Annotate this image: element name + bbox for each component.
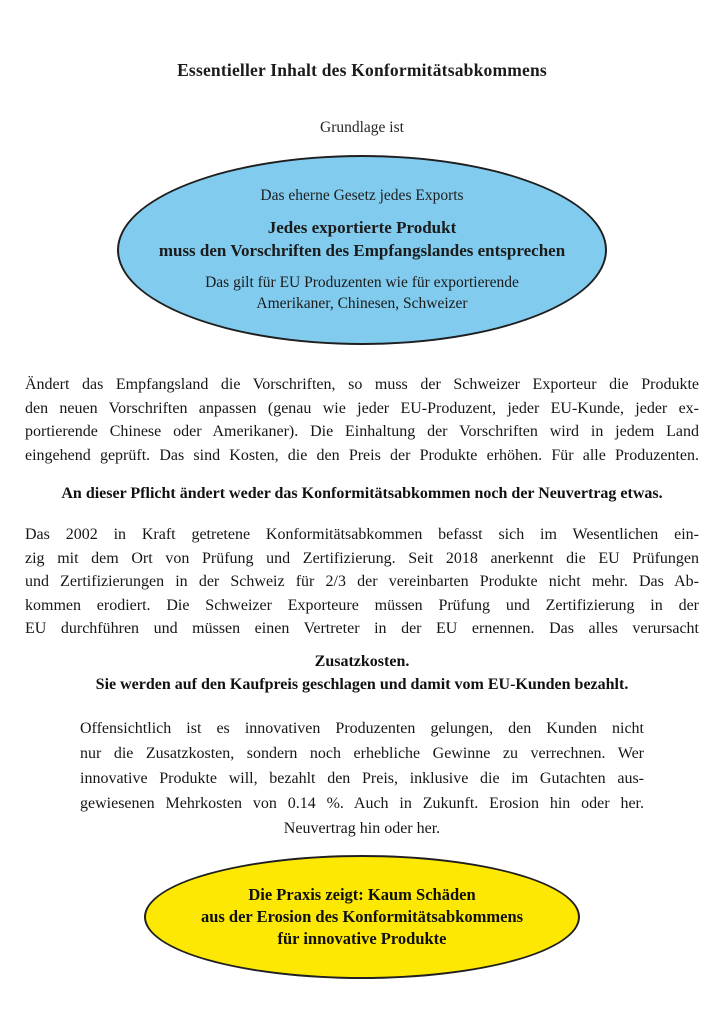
text-line: gewiesenen Mehrkosten von 0.14 %. Auch in Zukunft. Erosion hin oder her. bbox=[80, 794, 644, 812]
page-title: Essentieller Inhalt des Konformitätsabkommens bbox=[177, 60, 547, 80]
text-line: Offensichtlich ist es innovativen Produzenten gelungen, den Kunden nicht bbox=[80, 719, 644, 737]
intro-line: Grundlage ist bbox=[320, 119, 404, 136]
blue-ellipse-top-line: Das eherne Gesetz jedes Exports bbox=[260, 187, 464, 204]
text-line: Das 2002 in Kraft getretene Konformitätsabkommen befasst sich im Wesentlichen ein- bbox=[25, 526, 699, 543]
blue-principle-ellipse bbox=[117, 155, 607, 345]
blue-ellipse-bold-line-1: Jedes exportierte Produkt bbox=[267, 218, 457, 237]
text-line: und Zertifizierungen in der Schweiz für 2/3 der vereinbarten Produkte nicht mehr. Das Ab- bbox=[25, 573, 699, 590]
text-line: aus der Erosion des Konformitätsabkommens bbox=[200, 906, 524, 926]
paragraph-abkommen bbox=[25, 523, 699, 641]
text-line: EU durchführen und müssen einen Vertreter in der EU ernennen. Das alles verursacht bbox=[25, 620, 699, 637]
blue-ellipse-bottom-line-1: Das gilt für EU Produzenten wie für exportierende bbox=[205, 274, 519, 291]
yellow-conclusion-ellipse bbox=[144, 855, 580, 979]
text-line: eingehend geprüft. Das sind Kosten, die den Preis der Produkte erhöhen. Für alle Produzenten. bbox=[25, 446, 699, 464]
text-line: den neuen Vorschriften anpassen (genau wie jeder EU-Produzent, jeder EU-Kunde, jeder ex- bbox=[25, 399, 699, 417]
text-line: zig mit dem Ort von Prüfung und Zertifizierung. Seit 2018 anerkennt die EU Prüfungen bbox=[25, 549, 699, 567]
blue-ellipse-bottom-line-2: Amerikaner, Chinesen, Schweizer bbox=[256, 295, 468, 312]
emphasis-zusatzkosten bbox=[0, 650, 724, 696]
paragraph-vorschriften bbox=[25, 373, 699, 467]
blue-ellipse-bold-line-2: muss den Vorschriften des Empfangslandes entsprechen bbox=[158, 241, 566, 260]
text-line: innovative Produkte will, bezahlt den Preis, inklusive die im Gutachten aus- bbox=[80, 769, 644, 787]
emphasis-pflicht: An dieser Pflicht ändert weder das Konformitätsabkommen noch der Neuvertrag etwas. bbox=[61, 485, 663, 502]
paragraph-innovative bbox=[80, 716, 644, 841]
text-line: Ändert das Empfangsland die Vorschriften, so muss der Schweizer Exporteur die Produkte bbox=[25, 376, 699, 393]
text-line: Die Praxis zeigt: Kaum Schäden bbox=[248, 884, 476, 904]
text-line: für innovative Produkte bbox=[277, 928, 447, 948]
text-line: portierende Chinese oder Amerikaner). Die Einhaltung der Vorschriften wird in jedem Land bbox=[25, 423, 699, 440]
emphasis-zusatzkosten-line-2: Sie werden auf den Kaufpreis geschlagen und damit vom EU-Kunden bezahlt. bbox=[95, 675, 629, 693]
text-line: kommen erodiert. Die Schweizer Exporteure müssen Prüfung und Zertifizierung in der bbox=[25, 596, 699, 614]
emphasis-zusatzkosten-line-1: Zusatzkosten. bbox=[314, 652, 410, 670]
text-line: nur die Zusatzkosten, sondern noch erhebliche Gewinne zu verrechnen. Wer bbox=[80, 744, 644, 762]
text-line: Neuvertrag hin oder her. bbox=[283, 819, 441, 837]
